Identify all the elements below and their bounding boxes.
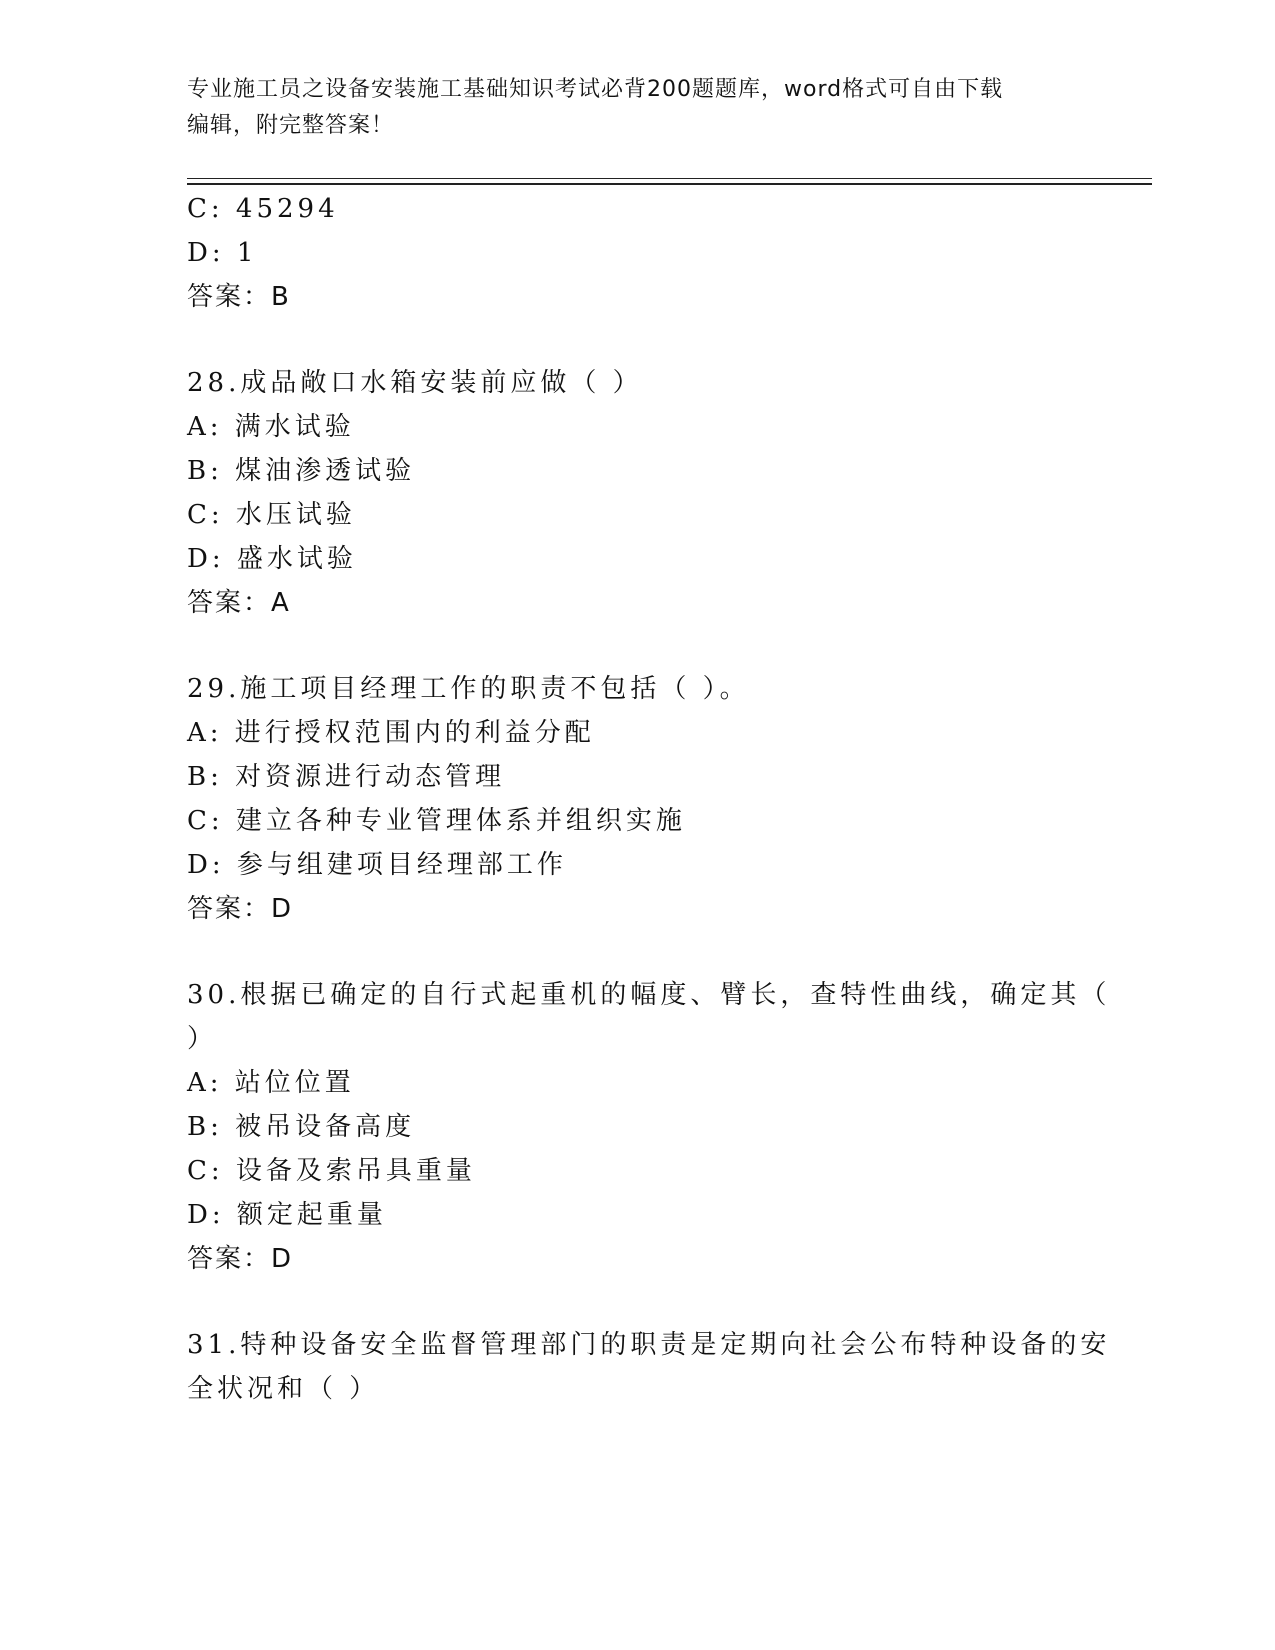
question-29-option-c: C: 建立各种专业管理体系并组织实施	[187, 806, 686, 836]
header-divider-thin	[187, 178, 1152, 179]
question-31-stem-line-1: 31.特种设备安全监督管理部门的职责是定期向社会公布特种设备的安	[187, 1330, 1111, 1360]
question-29-option-b: B: 对资源进行动态管理	[187, 762, 506, 792]
question-30-stem-line-2: ）	[187, 1024, 218, 1054]
question-30-option-a: A: 站位位置	[187, 1068, 355, 1098]
question-29-answer: 答案：D	[187, 894, 294, 924]
question-29-stem: 29.施工项目经理工作的职责不包括（ ）。	[187, 674, 750, 704]
question-28-stem: 28.成品敞口水箱安装前应做（ ）	[187, 368, 643, 398]
question-28-answer: 答案：A	[187, 588, 291, 618]
document-header	[187, 72, 1087, 144]
option-d: D: 1	[187, 238, 258, 268]
option-c: C: 45294	[187, 194, 339, 224]
question-30-answer: 答案：D	[187, 1244, 294, 1274]
question-30-stem-line-1: 30.根据已确定的自行式起重机的幅度、臂长，查特性曲线，确定其（	[187, 980, 1111, 1010]
header-line-1: 专业施工员之设备安装施工基础知识考试必背200题题库，word格式可自由下载	[187, 77, 1004, 102]
question-28-option-d: D: 盛水试验	[187, 544, 357, 574]
question-30-option-b: B: 被吊设备高度	[187, 1112, 416, 1142]
question-28-option-a: A: 满水试验	[187, 412, 355, 442]
question-30-option-d: D: 额定起重量	[187, 1200, 387, 1230]
question-28-option-b: B: 煤油渗透试验	[187, 456, 416, 486]
question-29-option-a: A: 进行授权范围内的利益分配	[187, 718, 595, 748]
question-30-option-c: C: 设备及索吊具重量	[187, 1156, 476, 1186]
answer-line: 答案：B	[187, 282, 291, 312]
question-29-option-d: D: 参与组建项目经理部工作	[187, 850, 567, 880]
header-divider-thick	[187, 183, 1152, 185]
header-line-2: 编辑，附完整答案！	[187, 113, 395, 138]
question-28-option-c: C: 水压试验	[187, 500, 356, 530]
question-31-stem-line-2: 全状况和（ ）	[187, 1374, 380, 1404]
